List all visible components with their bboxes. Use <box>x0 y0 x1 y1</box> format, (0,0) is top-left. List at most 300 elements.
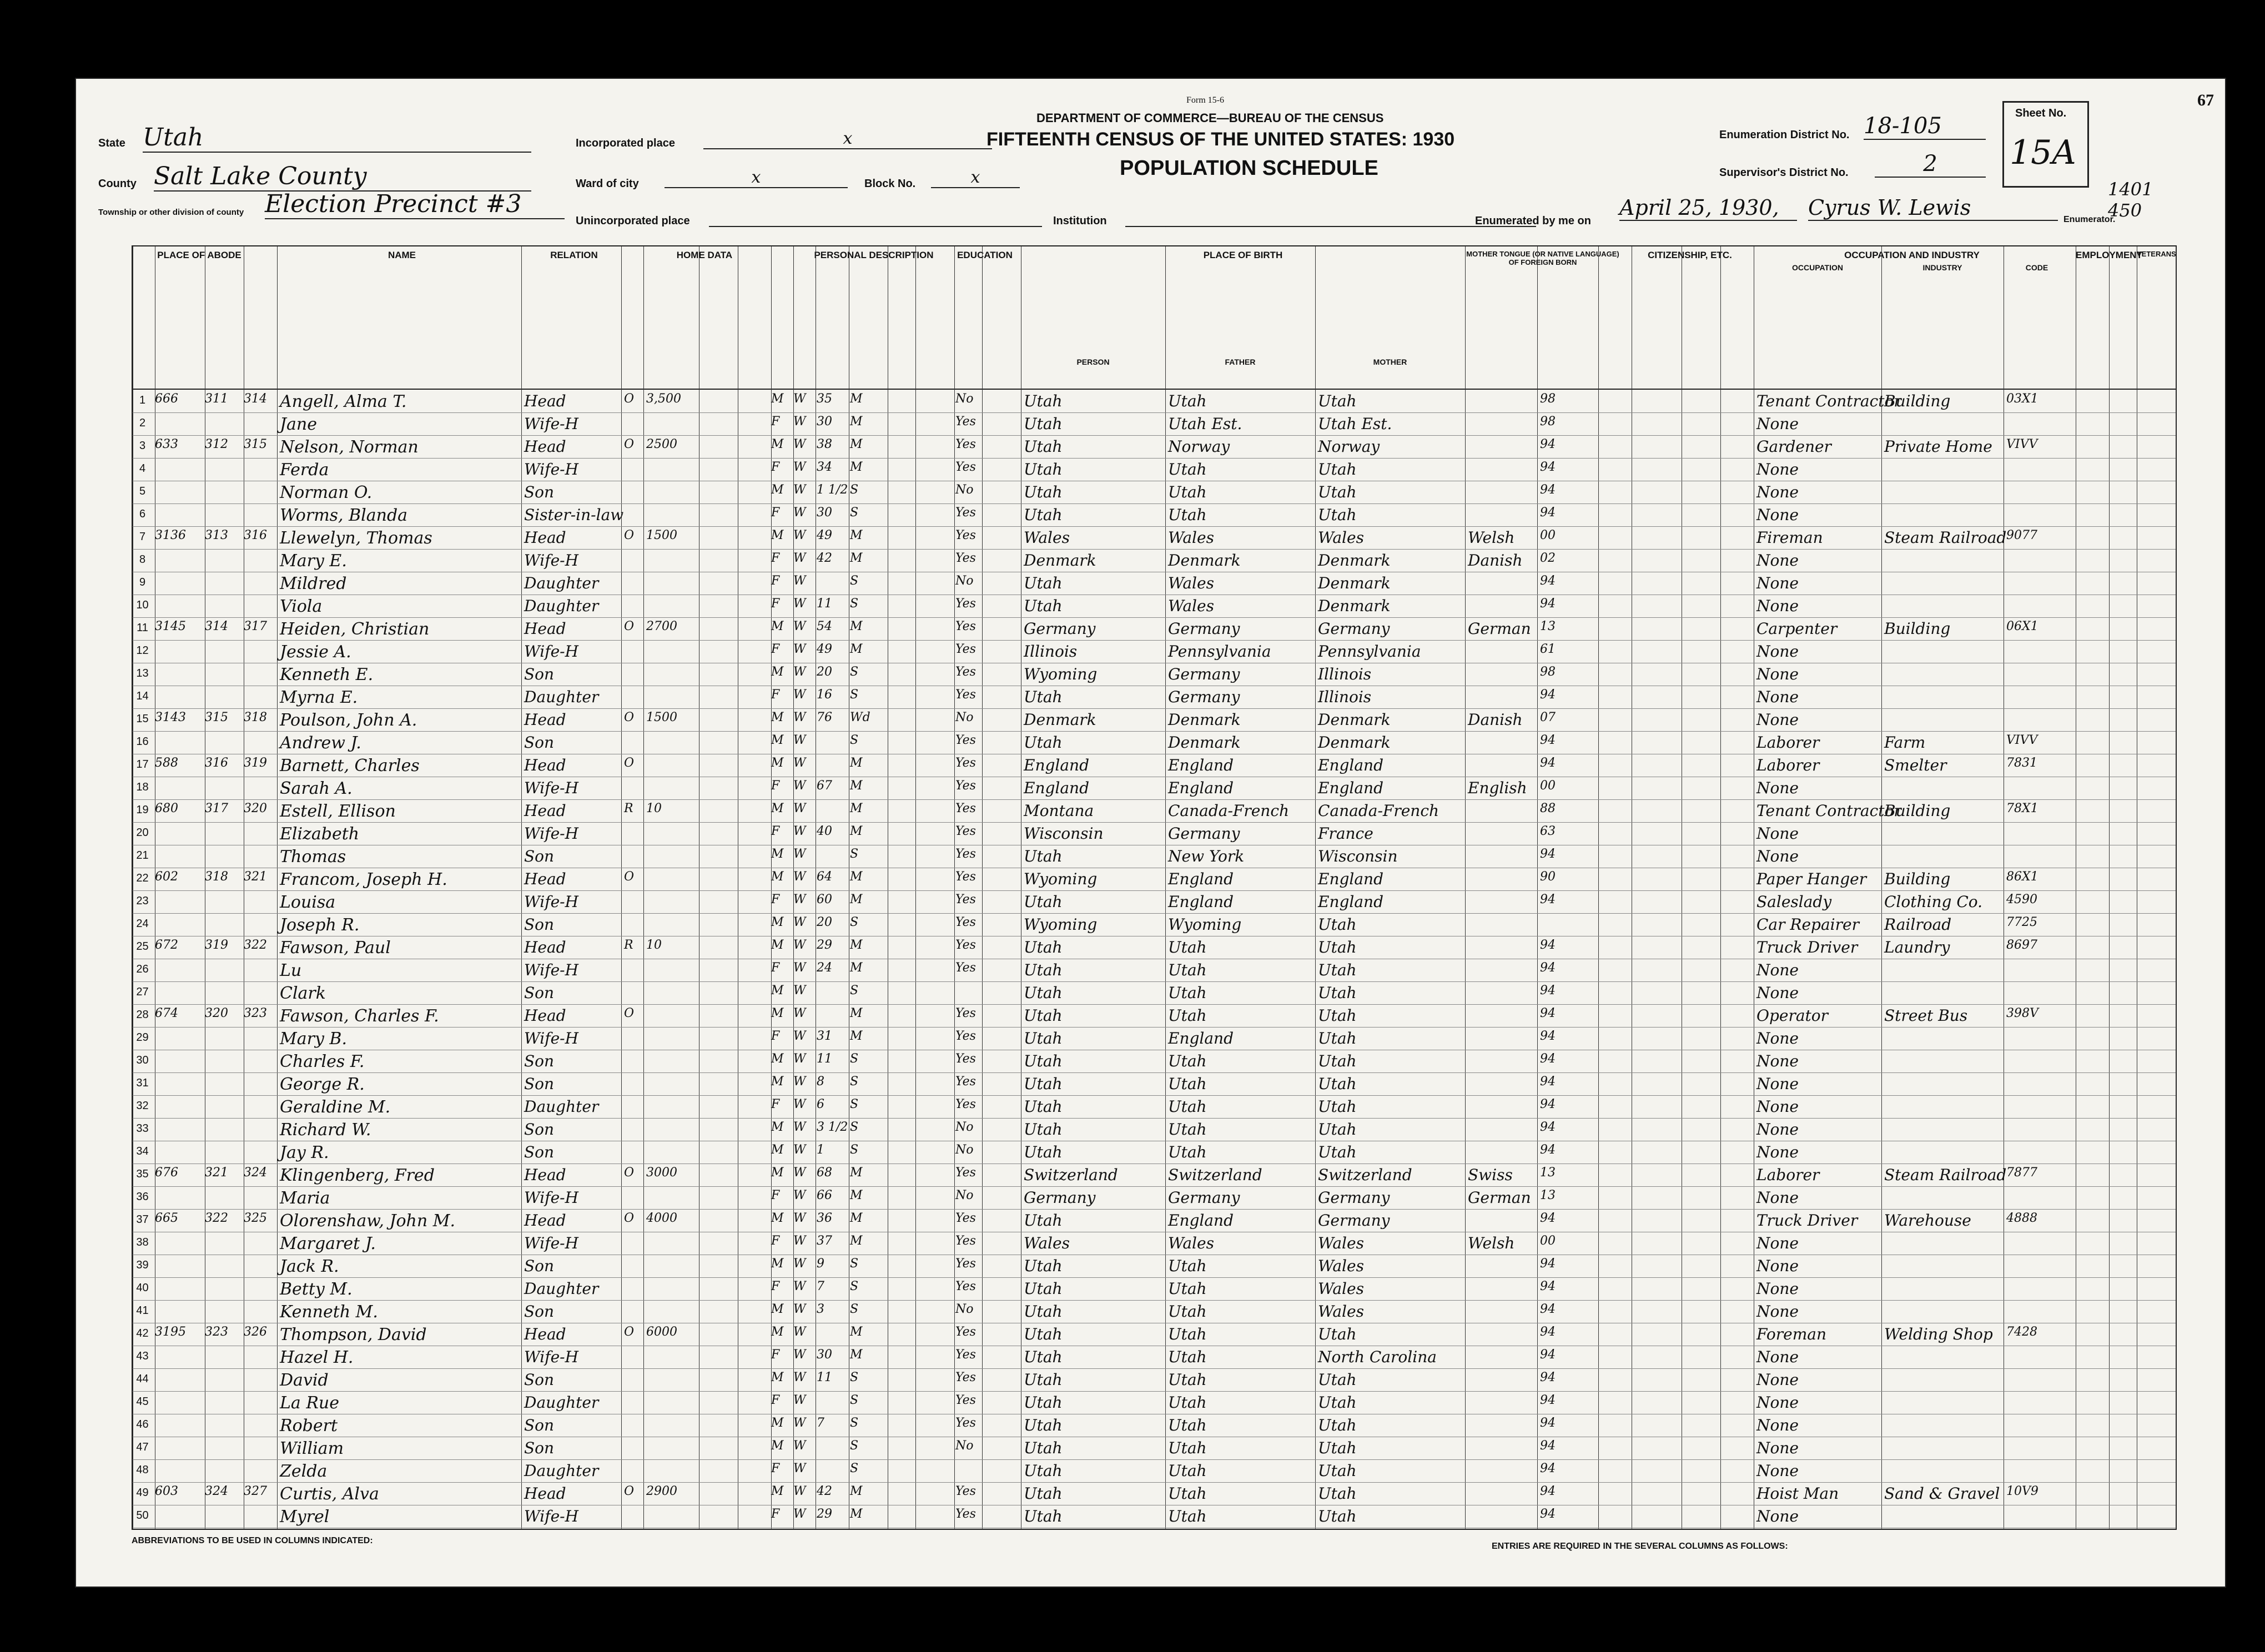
race: W <box>793 984 806 998</box>
birthplace-person: Utah <box>1024 1371 1063 1389</box>
age: 67 <box>817 779 832 793</box>
row-number: 24 <box>136 918 149 930</box>
person-name: Norman O. <box>280 483 373 502</box>
birthplace-father: Utah <box>1168 1075 1207 1093</box>
house-number: 674 <box>155 1006 178 1020</box>
home-owned: O <box>624 1484 635 1498</box>
occupation-code: 78X1 <box>2006 802 2038 815</box>
birthplace-mother: England <box>1318 893 1384 911</box>
group-place-of-birth: PLACE OF BIRTH <box>1203 250 1283 260</box>
birthplace-person: Utah <box>1024 1393 1063 1412</box>
birthplace-person: Utah <box>1024 938 1063 956</box>
age: 8 <box>817 1075 824 1089</box>
school-attendance: Yes <box>955 506 976 520</box>
person-name: Fawson, Charles F. <box>280 1006 439 1026</box>
birth-code: 07 <box>1540 711 1556 724</box>
school-attendance: Yes <box>955 437 976 451</box>
row-number: 47 <box>136 1441 149 1453</box>
birth-code: 94 <box>1540 961 1556 975</box>
table-row <box>133 663 2176 686</box>
row-number: 43 <box>136 1350 149 1362</box>
birthplace-father: Utah <box>1168 1416 1207 1434</box>
sex: F <box>771 460 780 474</box>
sex: M <box>771 437 784 451</box>
birth-code: 94 <box>1540 1075 1556 1089</box>
school-attendance: Yes <box>955 1348 976 1362</box>
birthplace-father: Utah <box>1168 1393 1207 1412</box>
person-name: Mary E. <box>280 551 347 571</box>
birth-code: 94 <box>1540 597 1556 611</box>
mother-tongue: Welsh <box>1468 1234 1515 1252</box>
mother-tongue: Welsh <box>1468 528 1515 547</box>
occupation: Gardener <box>1756 437 1831 456</box>
race: W <box>793 711 806 724</box>
occupation: Tenant Contractor <box>1756 392 1901 410</box>
relation: Son <box>524 1143 555 1161</box>
row-number: 33 <box>136 1122 149 1135</box>
race: W <box>793 1097 806 1111</box>
dwelling-number: 321 <box>205 1166 228 1180</box>
county-value: Salt Lake County <box>154 162 531 192</box>
race: W <box>793 802 806 815</box>
race: W <box>793 1280 806 1293</box>
row-number: 37 <box>136 1213 149 1226</box>
row-number: 13 <box>136 667 149 679</box>
row-number: 32 <box>136 1100 149 1112</box>
marital-status: S <box>850 1462 859 1475</box>
enumerated-date: April 25, 1930, <box>1619 195 1797 221</box>
age: 7 <box>817 1416 824 1430</box>
school-attendance: Yes <box>955 915 976 929</box>
row-number: 28 <box>136 1009 149 1021</box>
birth-code: 98 <box>1540 392 1556 406</box>
sex: F <box>771 415 780 429</box>
table-row <box>133 1346 2176 1368</box>
school-attendance: No <box>955 1302 974 1316</box>
race: W <box>793 1393 806 1407</box>
occupation: None <box>1756 1416 1799 1434</box>
race: W <box>793 1234 806 1248</box>
row-number: 6 <box>139 508 146 520</box>
school-attendance: No <box>955 711 974 724</box>
group-mother-tongue: MOTHER TONGUE (OR NATIVE LANGUAGE) OF FOREIGN BORN <box>1466 250 1619 266</box>
birthplace-mother: Utah <box>1318 1120 1357 1139</box>
row-number: 45 <box>136 1396 149 1408</box>
school-attendance: Yes <box>955 1393 976 1407</box>
sex: M <box>771 802 784 815</box>
sub-mother: MOTHER <box>1373 357 1407 366</box>
home-value: 1500 <box>646 528 677 542</box>
birthplace-person: Utah <box>1024 1211 1063 1230</box>
birthplace-person: Utah <box>1024 1507 1063 1525</box>
marital-status: S <box>850 733 859 747</box>
birthplace-mother: England <box>1318 756 1384 774</box>
person-name: Francom, Joseph H. <box>280 870 447 889</box>
home-owned: O <box>624 756 635 770</box>
birthplace-mother: Utah <box>1318 1393 1357 1412</box>
house-number: 3143 <box>155 711 186 724</box>
sex: M <box>771 711 784 724</box>
marital-status: S <box>850 483 859 497</box>
table-row <box>133 1459 2176 1482</box>
birthplace-father: Utah <box>1168 1302 1207 1321</box>
school-attendance: Yes <box>955 1097 976 1111</box>
relation: Son <box>524 1075 555 1093</box>
school-attendance: Yes <box>955 824 976 838</box>
race: W <box>793 1211 806 1225</box>
enumerator-label: Enumerator. <box>2063 215 2116 224</box>
occupation: None <box>1756 1371 1799 1389</box>
school-attendance: Yes <box>955 665 976 679</box>
house-number: 672 <box>155 938 178 952</box>
birthplace-person: Switzerland <box>1024 1166 1118 1184</box>
race: W <box>793 1075 806 1089</box>
occupation: Hoist Man <box>1756 1484 1839 1503</box>
birthplace-person: Utah <box>1024 483 1063 501</box>
birthplace-father: Utah <box>1168 1097 1207 1116</box>
birthplace-person: Utah <box>1024 688 1063 706</box>
birthplace-mother: North Carolina <box>1318 1348 1437 1366</box>
institution-line <box>1125 226 1536 227</box>
age: 42 <box>817 551 832 565</box>
family-number: 320 <box>244 802 267 815</box>
family-number: 327 <box>244 1484 267 1498</box>
occupation: Laborer <box>1756 733 1820 752</box>
table-row <box>133 412 2176 435</box>
block-label: Block No. <box>864 178 916 190</box>
school-attendance: Yes <box>955 1075 976 1089</box>
sex: M <box>771 1166 784 1180</box>
sex: M <box>771 733 784 747</box>
table-row <box>133 1209 2176 1232</box>
relation: Daughter <box>524 1280 599 1298</box>
group-education: EDUCATION <box>957 250 1013 260</box>
relation: Son <box>524 1052 555 1070</box>
birth-code: 94 <box>1540 1280 1556 1293</box>
supervisor-label: Supervisor's District No. <box>1719 167 1849 179</box>
occupation: None <box>1756 1188 1799 1207</box>
birthplace-father: Utah <box>1168 961 1207 979</box>
race: W <box>793 1439 806 1453</box>
row-number: 25 <box>136 940 149 953</box>
row-number: 15 <box>136 713 149 725</box>
race: W <box>793 1371 806 1384</box>
race: W <box>793 415 806 429</box>
birthplace-mother: Wales <box>1318 1257 1364 1275</box>
occupation: None <box>1756 483 1799 501</box>
sex: F <box>771 1393 780 1407</box>
sheet-value: 15A <box>2010 133 2076 172</box>
occupation-code: 7877 <box>2006 1166 2037 1180</box>
race: W <box>793 1188 806 1202</box>
person-name: Kenneth E. <box>280 665 374 684</box>
family-number: 326 <box>244 1325 267 1339</box>
relation: Son <box>524 483 555 501</box>
sheet-label: Sheet No. <box>2015 107 2067 119</box>
birthplace-father: Wales <box>1168 574 1214 592</box>
birthplace-father: Utah <box>1168 1348 1207 1366</box>
sub-person: PERSON <box>1076 357 1110 366</box>
marital-status: M <box>850 961 863 975</box>
home-value: 6000 <box>646 1325 677 1339</box>
relation: Wife-H <box>524 642 579 661</box>
relation: Head <box>524 1484 566 1503</box>
marital-status: M <box>850 642 863 656</box>
birthplace-mother: Denmark <box>1318 551 1391 570</box>
race: W <box>793 824 806 838</box>
school-attendance: Yes <box>955 1257 976 1271</box>
birthplace-mother: Switzerland <box>1318 1166 1412 1184</box>
age: 30 <box>817 415 832 429</box>
birthplace-person: Utah <box>1024 506 1063 524</box>
marital-status: M <box>850 870 863 884</box>
age: 11 <box>817 1052 832 1066</box>
birth-code: 94 <box>1540 938 1556 952</box>
dwelling-number: 323 <box>205 1325 228 1339</box>
occupation: Laborer <box>1756 1166 1820 1184</box>
relation: Daughter <box>524 1393 599 1412</box>
table-row <box>133 754 2176 777</box>
relation: Sister-in-law <box>524 506 624 524</box>
relation: Wife-H <box>524 1348 579 1366</box>
school-attendance: Yes <box>955 756 976 770</box>
school-attendance: No <box>955 392 974 406</box>
birthplace-father: Utah <box>1168 1120 1207 1139</box>
relation: Son <box>524 1120 555 1139</box>
school-attendance: Yes <box>955 1416 976 1430</box>
birthplace-father: Germany <box>1168 824 1240 843</box>
birthplace-person: Denmark <box>1024 711 1096 729</box>
entries-title: ENTRIES ARE REQUIRED IN THE SEVERAL COLUMNS AS FOLLOWS: <box>1492 1542 1788 1551</box>
age: 11 <box>817 597 832 611</box>
age: 9 <box>817 1257 824 1271</box>
department-title: DEPARTMENT OF COMMERCE—BUREAU OF THE CENSUS <box>1036 111 1384 125</box>
school-attendance: Yes <box>955 847 976 861</box>
occupation: None <box>1756 597 1799 615</box>
industry: Sand & Gravel <box>1884 1484 2000 1503</box>
race: W <box>793 1052 806 1066</box>
person-name: George R. <box>280 1075 365 1094</box>
birthplace-mother: Utah <box>1318 1052 1357 1070</box>
marital-status: M <box>850 551 863 565</box>
occupation: None <box>1756 1393 1799 1412</box>
home-owned: O <box>624 1325 635 1339</box>
birth-code: 94 <box>1540 756 1556 770</box>
birth-code: 94 <box>1540 1439 1556 1453</box>
birthplace-mother: Norway <box>1318 437 1380 456</box>
birth-code: 94 <box>1540 483 1556 497</box>
relation: Wife-H <box>524 824 579 843</box>
occupation-code: 4590 <box>2006 893 2037 906</box>
birthplace-father: Wyoming <box>1168 915 1242 934</box>
age: 60 <box>817 893 832 906</box>
relation: Head <box>524 756 566 774</box>
occupation: None <box>1756 1120 1799 1139</box>
relation: Daughter <box>524 1462 599 1480</box>
dwelling-number: 316 <box>205 756 228 770</box>
birthplace-father: England <box>1168 870 1234 888</box>
school-attendance: Yes <box>955 1484 976 1498</box>
house-number: 603 <box>155 1484 178 1498</box>
table-row <box>133 1232 2176 1255</box>
marital-status: M <box>850 1006 863 1020</box>
birthplace-person: Utah <box>1024 1280 1063 1298</box>
occupation: None <box>1756 984 1799 1002</box>
family-number: 316 <box>244 528 267 542</box>
sex: F <box>771 1097 780 1111</box>
birthplace-mother: Utah <box>1318 1462 1357 1480</box>
occupation: Truck Driver <box>1756 1211 1858 1230</box>
relation: Wife-H <box>524 551 579 570</box>
marital-status: S <box>850 1302 859 1316</box>
dwelling-number: 324 <box>205 1484 228 1498</box>
institution-label: Institution <box>1053 215 1107 227</box>
relation: Son <box>524 665 555 683</box>
person-name: William <box>280 1439 344 1458</box>
occupation: Saleslady <box>1756 893 1832 911</box>
occupation-code: 10V9 <box>2006 1484 2038 1498</box>
birthplace-mother: Wales <box>1318 1302 1364 1321</box>
person-name: Ferda <box>280 460 329 480</box>
occupation: None <box>1756 1507 1799 1525</box>
relation: Head <box>524 1211 566 1230</box>
industry: Street Bus <box>1884 1006 1968 1025</box>
person-name: Thompson, David <box>280 1325 427 1344</box>
relation: Head <box>524 711 566 729</box>
house-number: 602 <box>155 870 178 884</box>
birthplace-mother: Utah <box>1318 938 1357 956</box>
age: 1 <box>817 1143 824 1157</box>
race: W <box>793 437 806 451</box>
birth-code: 94 <box>1540 733 1556 747</box>
birthplace-mother: Germany <box>1318 620 1390 638</box>
occupation: None <box>1756 1257 1799 1275</box>
marital-status: M <box>850 938 863 952</box>
birth-code: 94 <box>1540 460 1556 474</box>
marital-status: M <box>850 802 863 815</box>
supervisor-value: 2 <box>1875 151 1986 178</box>
row-number: 17 <box>136 758 149 770</box>
row-number: 39 <box>136 1259 149 1271</box>
enumerated-label: Enumerated by me on <box>1475 215 1591 227</box>
sheet-box <box>2002 101 2089 188</box>
birthplace-mother: Utah <box>1318 1325 1357 1343</box>
age: 3 1/2 <box>817 1120 848 1134</box>
dwelling-number: 312 <box>205 437 228 451</box>
census-sheet <box>75 78 2226 1588</box>
relation: Head <box>524 528 566 547</box>
table-row <box>133 503 2176 526</box>
occupation: None <box>1756 506 1799 524</box>
race: W <box>793 756 806 770</box>
birth-code: 94 <box>1540 1484 1556 1498</box>
row-number: 36 <box>136 1191 149 1203</box>
home-owned: O <box>624 392 635 406</box>
birthplace-father: Wales <box>1168 528 1214 547</box>
occupation: Foreman <box>1756 1325 1826 1343</box>
relation: Daughter <box>524 574 599 592</box>
race: W <box>793 961 806 975</box>
row-number: 30 <box>136 1054 149 1066</box>
dwelling-number: 313 <box>205 528 228 542</box>
birthplace-father: Germany <box>1168 620 1240 638</box>
birthplace-person: Wyoming <box>1024 870 1098 888</box>
schedule-title: POPULATION SCHEDULE <box>1120 157 1378 180</box>
industry: Steam Railroad <box>1884 528 2007 547</box>
marital-status: M <box>850 1029 863 1043</box>
occupation-code: 03X1 <box>2006 392 2038 406</box>
table-row <box>133 1186 2176 1209</box>
birthplace-mother: Utah <box>1318 961 1357 979</box>
occupation: Carpenter <box>1756 620 1838 638</box>
marital-status: M <box>850 392 863 406</box>
race: W <box>793 551 806 565</box>
sex: F <box>771 1280 780 1293</box>
birth-code: 61 <box>1540 642 1556 656</box>
dwelling-number: 311 <box>205 392 228 406</box>
marital-status: M <box>850 1348 863 1362</box>
person-name: Llewelyn, Thomas <box>280 528 432 548</box>
race: W <box>793 688 806 702</box>
person-name: Jessie A. <box>280 642 351 662</box>
birthplace-mother: France <box>1318 824 1373 843</box>
occupation: None <box>1756 779 1799 797</box>
birthplace-father: Utah Est. <box>1168 415 1242 433</box>
group-personal: PERSONAL DESCRIPTION <box>814 250 934 260</box>
footer <box>132 1536 2175 1580</box>
sex: M <box>771 1257 784 1271</box>
home-value: 3,500 <box>646 392 681 406</box>
marital-status: M <box>850 1484 863 1498</box>
birth-code: 94 <box>1540 1393 1556 1407</box>
sex: M <box>771 1075 784 1089</box>
marital-status: S <box>850 1280 859 1293</box>
birthplace-mother: Utah <box>1318 1507 1357 1525</box>
birthplace-mother: Wisconsin <box>1318 847 1398 865</box>
birth-code: 90 <box>1540 870 1556 884</box>
birthplace-mother: Canada-French <box>1318 802 1439 820</box>
birthplace-person: Utah <box>1024 847 1063 865</box>
age: 16 <box>817 688 832 702</box>
relation: Son <box>524 1371 555 1389</box>
marital-status: S <box>850 1143 859 1157</box>
race: W <box>793 1143 806 1157</box>
home-owned: R <box>624 938 633 952</box>
row-number: 23 <box>136 895 149 907</box>
sex: M <box>771 938 784 952</box>
family-number: 321 <box>244 870 267 884</box>
industry: Steam Railroad <box>1884 1166 2007 1184</box>
industry: Smelter <box>1884 756 1947 774</box>
house-number: 633 <box>155 437 178 451</box>
mother-tongue: English <box>1468 779 1527 797</box>
table-row <box>133 1414 2176 1437</box>
home-owned: O <box>624 1006 635 1020</box>
school-attendance: Yes <box>955 1006 976 1020</box>
birthplace-mother: Utah <box>1318 483 1357 501</box>
birthplace-father: Utah <box>1168 1006 1207 1025</box>
relation: Daughter <box>524 1097 599 1116</box>
table-row <box>133 868 2176 890</box>
age: 36 <box>817 1211 832 1225</box>
race: W <box>793 620 806 633</box>
sex: F <box>771 1507 780 1521</box>
person-name: Charles F. <box>280 1052 365 1071</box>
table-row <box>133 686 2176 708</box>
occupation: Operator <box>1756 1006 1829 1025</box>
table-row <box>133 708 2176 731</box>
person-name: Curtis, Alva <box>280 1484 379 1504</box>
